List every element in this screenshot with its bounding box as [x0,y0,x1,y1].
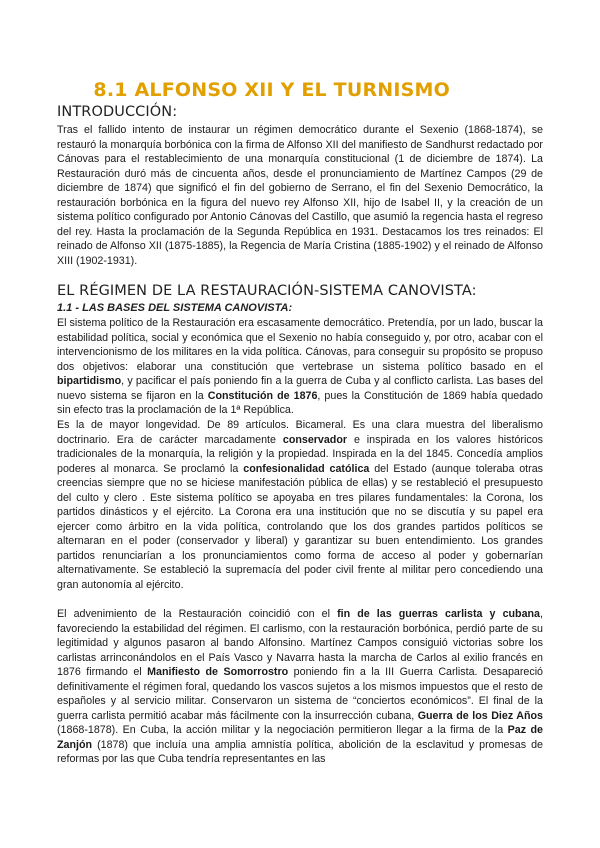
intro-heading: INTRODUCCIÓN: [57,104,178,120]
section-heading: EL RÉGIMEN DE LA RESTAURACIÓN-SISTEMA CANOVISTA: [57,283,477,299]
paragraph-system-pillars: Es la de mayor longevidad. De 89 artículos. Bicameral. Es una clara muestra del liberalismo doctrinario. Era de carácter marcadamente conservador e inspirada en los valores históricos tradicionales de la monarquía, la religión y la propiedad. Inspirada en la del 1845. Concedía amplios poderes al monarca. Se proclamó la confesionalidad católica del Estado (aunque toleraba otras creencias siempre que no se hiciese manifestación pública de ellas) y se restableció el presupuesto del culto y clero . Este sistema político se apoyaba en tres pilares fundamentales: la Corona, los partidos dinásticos y el ejército. La Corona era una institución que no se discutía y su papel era ejercer como árbitro en la vida política, controlando que los dos grandes partidos políticos se alternaran en el poder (conservador y liberal) y garantizar su buen entendimiento. Los grandes partidos renunciarían a los pronunciamientos como forma de acceso al poder y gobernarían alternativamente. Se estableció la supremacía del poder civil frente al militar pero concediendo una gran autonomía al ejército. [57,419,543,591]
intro-paragraph: Tras el fallido intento de instaurar un régimen democrático durante el Sexenio (1868-1874), se restauró la monarquía borbónica con la firma de Alfonso XII del manifiesto de Sandhurst redactado por Cánovas para el restablecimiento de una monarquía constitucional (1 de diciembre de 1874). La Restauración duró más de cincuenta años, desde el pronunciamiento de Martínez Campos (29 de diciembre de 1874) que significó el fin del gobierno de Serrano, el fin del Sexenio Democrático, la restauración borbónica en la figura del nuevo rey Alfonso XII, hijo de Isabel II, y la creación de un sistema político configurado por Antonio Cánovas del Castillo, que asumió la regencia hasta el regreso del rey. Hasta la proclamación de la Segunda República en 1931. Destacamos los tres reinados: El reinado de Alfonso XII (1875-1885), la Regencia de María Cristina (1885-1902) y el reinado de Alfonso XIII (1902-1931). [57,124,543,267]
section-subheading: 1.1 - LAS BASES DEL SISTEMA CANOVISTA: [57,302,293,314]
paragraph-constitution: El sistema político de la Restauración era escasamente democrático. Pretendía, por un lado, buscar la estabilidad política, social y económica que el Sexenio no había conseguido y, por otro, acabar con el intervencionismo de los militares en la vida política. Cánovas, para conseguir su propósito se propuso dos objetivos: elaborar una constitución que vertebrase un sistema político basado en el bipartidismo, y pacificar el país poniendo fin a la guerra de Cuba y al conflicto carlista. Las bases del nuevo sistema se fijaron en la Constitución de 1876, pues la Constitución de 1869 había quedado sin efecto tras la proclamación de la 1ª República. [57,317,543,416]
document-title: 8.1 ALFONSO XII Y EL TURNISMO [93,79,450,101]
paragraph-wars-end: El advenimiento de la Restauración coincidió con el fin de las guerras carlista y cubana, favoreciendo la estabilidad del régimen. El carlismo, con la restauración borbónica, perdió parte de su legitimidad y algunos pasaron al bando Alfonsino. Martínez Campos consiguió victorias sobre los carlistas arrinconándolos en el País Vasco y Navarra hasta la marcha de Carlos al exilio francés en 1876 firmando el Manifiesto de Somorrostro poniendo fin a la III Guerra Carlista. Desapareció definitivamente el régimen foral, quedando los vascos sujetos a los mismos impuestos que el resto de españoles y al servicio militar. Conservaron un sistema de “conciertos económicos”. El final de la guerra carlista permitió acabar más fácilmente con la insurrección cubana, Guerra de los Diez Años (1868-1878). En Cuba, la acción militar y la negociación permitieron llegar a la firma de la Paz de Zanjón (1878) que incluía una amplia amnistía política, abolición de la esclavitud y promesas de reformas por las que Cuba tendría representantes en las [57,608,544,765]
